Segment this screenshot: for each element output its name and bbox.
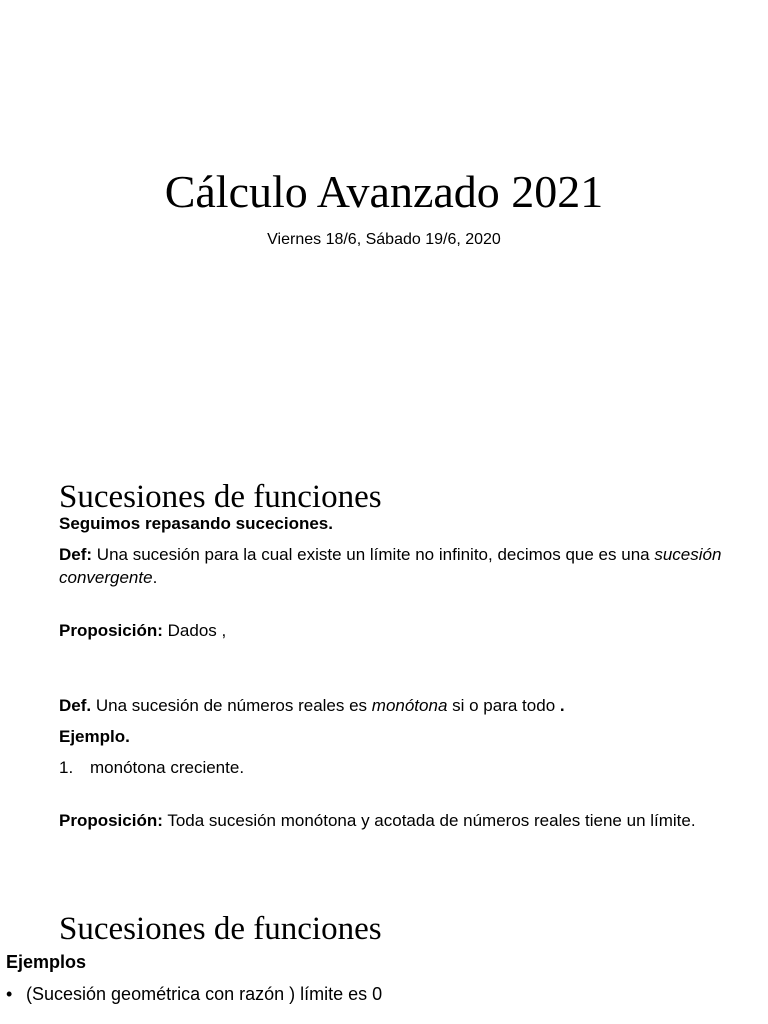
slide-body [59,512,739,864]
def-text-a: Una sucesión de números reales es [91,696,372,715]
def-label: Def: [59,545,93,564]
presentation-title: Cálculo Avanzado 2021 [164,166,604,217]
proposition-monotone-limit [59,809,739,832]
examples-slide [0,864,768,1024]
def-term: monótona [371,696,448,715]
prop-label: Proposición: [59,621,163,640]
list-item [6,982,746,1007]
presentation-dates: Viernes 18/6, Sábado 19/6, 2020 [267,231,501,248]
prop-text: Dados , [162,621,227,640]
def-text: Una sucesión para la cual existe un límite no infinito, decimos que es una [92,545,655,564]
sequences-slide [0,432,768,864]
slide-heading: Sucesiones de funciones [59,479,382,515]
slide-body [6,950,746,1007]
title-slide [0,0,768,432]
bullet-icon: • [6,984,13,1004]
examples-label: Ejemplos [6,952,87,972]
prop-text: Toda sucesión monótona y acotada de números reales tiene un límite. [162,811,696,830]
prop-label: Proposición: [59,811,163,830]
def-text-b: si o para todo [447,696,560,715]
list-item-text: (Sucesión geométrica con razón ) límite es 0 [26,984,383,1004]
list-item-number: 1. [59,758,74,777]
proposition-given [59,619,739,642]
def-term: sucesión convergente [59,545,722,587]
list-item-text: monótona creciente. [90,758,245,777]
def-end: . [559,696,565,715]
def-label: Def. [59,696,92,715]
intro-line: Seguimos repasando suceciones. [59,514,333,533]
def-end: . [152,568,158,587]
definition-convergent [59,543,739,589]
example-label: Ejemplo. [59,727,130,746]
slide-heading: Sucesiones de funciones [59,911,382,947]
list-item [59,756,739,779]
definition-monotone [59,694,739,717]
